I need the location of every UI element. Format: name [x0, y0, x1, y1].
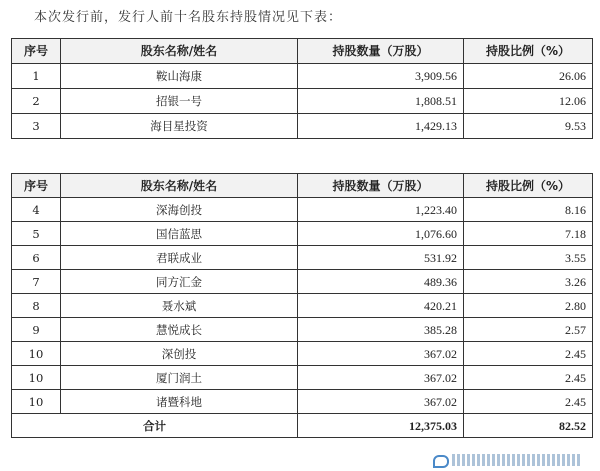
table-body [12, 64, 593, 139]
row-shares: 420.21 [298, 294, 464, 318]
row-shares: 531.92 [298, 246, 464, 270]
row-shares: 489.36 [298, 270, 464, 294]
table-row [12, 64, 593, 89]
row-no: 10 [12, 366, 61, 390]
row-ratio: 26.06 [464, 64, 593, 89]
row-no: 3 [12, 114, 61, 139]
total-ratio: 82.52 [464, 414, 593, 438]
row-name: 聂水斌 [61, 294, 298, 318]
row-shares: 3,909.56 [298, 64, 464, 89]
row-name: 同方汇金 [61, 270, 298, 294]
row-no: 10 [12, 390, 61, 414]
header-ratio: 持股比例（%） [464, 39, 593, 64]
row-shares: 1,076.60 [298, 222, 464, 246]
table-row [12, 294, 593, 318]
total-label: 合计 [12, 414, 298, 438]
row-shares: 1,223.40 [298, 198, 464, 222]
row-no: 8 [12, 294, 61, 318]
row-ratio: 12.06 [464, 89, 593, 114]
row-ratio: 3.55 [464, 246, 593, 270]
table-row [12, 198, 593, 222]
row-no: 10 [12, 342, 61, 366]
header-name: 股东名称/姓名 [61, 39, 298, 64]
row-name: 鞍山海康 [61, 64, 298, 89]
header-no: 序号 [12, 39, 61, 64]
row-shares: 367.02 [298, 366, 464, 390]
table-header-row [12, 39, 593, 64]
row-ratio: 2.45 [464, 342, 593, 366]
row-name: 君联成业 [61, 246, 298, 270]
total-shares: 12,375.03 [298, 414, 464, 438]
row-ratio: 9.53 [464, 114, 593, 139]
row-name: 深海创投 [61, 198, 298, 222]
header-ratio: 持股比例（%） [464, 174, 593, 198]
row-no: 2 [12, 89, 61, 114]
row-ratio: 2.80 [464, 294, 593, 318]
row-shares: 1,808.51 [298, 89, 464, 114]
row-ratio: 2.57 [464, 318, 593, 342]
row-no: 9 [12, 318, 61, 342]
row-name: 海目星投资 [61, 114, 298, 139]
watermark [432, 451, 582, 469]
row-name: 慧悦成长 [61, 318, 298, 342]
row-name: 国信蓝思 [61, 222, 298, 246]
table-row [12, 366, 593, 390]
row-no: 4 [12, 198, 61, 222]
header-name: 股东名称/姓名 [61, 174, 298, 198]
row-shares: 367.02 [298, 342, 464, 366]
header-no: 序号 [12, 174, 61, 198]
table-row [12, 390, 593, 414]
row-name: 厦门润土 [61, 366, 298, 390]
header-shares: 持股数量（万股） [298, 39, 464, 64]
table-row [12, 318, 593, 342]
row-name: 诸暨科地 [61, 390, 298, 414]
row-shares: 385.28 [298, 318, 464, 342]
row-no: 7 [12, 270, 61, 294]
row-no: 6 [12, 246, 61, 270]
row-name: 招银一号 [61, 89, 298, 114]
table-row [12, 114, 593, 139]
chat-bubble-icon [432, 453, 448, 467]
table-header-row [12, 174, 593, 198]
row-ratio: 7.18 [464, 222, 593, 246]
total-row [12, 414, 593, 438]
header-shares: 持股数量（万股） [298, 174, 464, 198]
table-row [12, 89, 593, 114]
table-row [12, 222, 593, 246]
row-shares: 1,429.13 [298, 114, 464, 139]
row-name: 深创投 [61, 342, 298, 366]
table-row [12, 246, 593, 270]
row-ratio: 2.45 [464, 390, 593, 414]
shareholder-table-1 [11, 38, 593, 139]
row-ratio: 8.16 [464, 198, 593, 222]
row-shares: 367.02 [298, 390, 464, 414]
shareholder-table-2 [11, 173, 593, 438]
table-row [12, 270, 593, 294]
row-ratio: 2.45 [464, 366, 593, 390]
intro-text: 本次发行前，发行人前十名股东持股情况见下表： [34, 10, 343, 25]
row-no: 5 [12, 222, 61, 246]
table-row [12, 342, 593, 366]
table-body [12, 198, 593, 414]
row-ratio: 3.26 [464, 270, 593, 294]
row-no: 1 [12, 64, 61, 89]
watermark-graphic [452, 454, 582, 466]
